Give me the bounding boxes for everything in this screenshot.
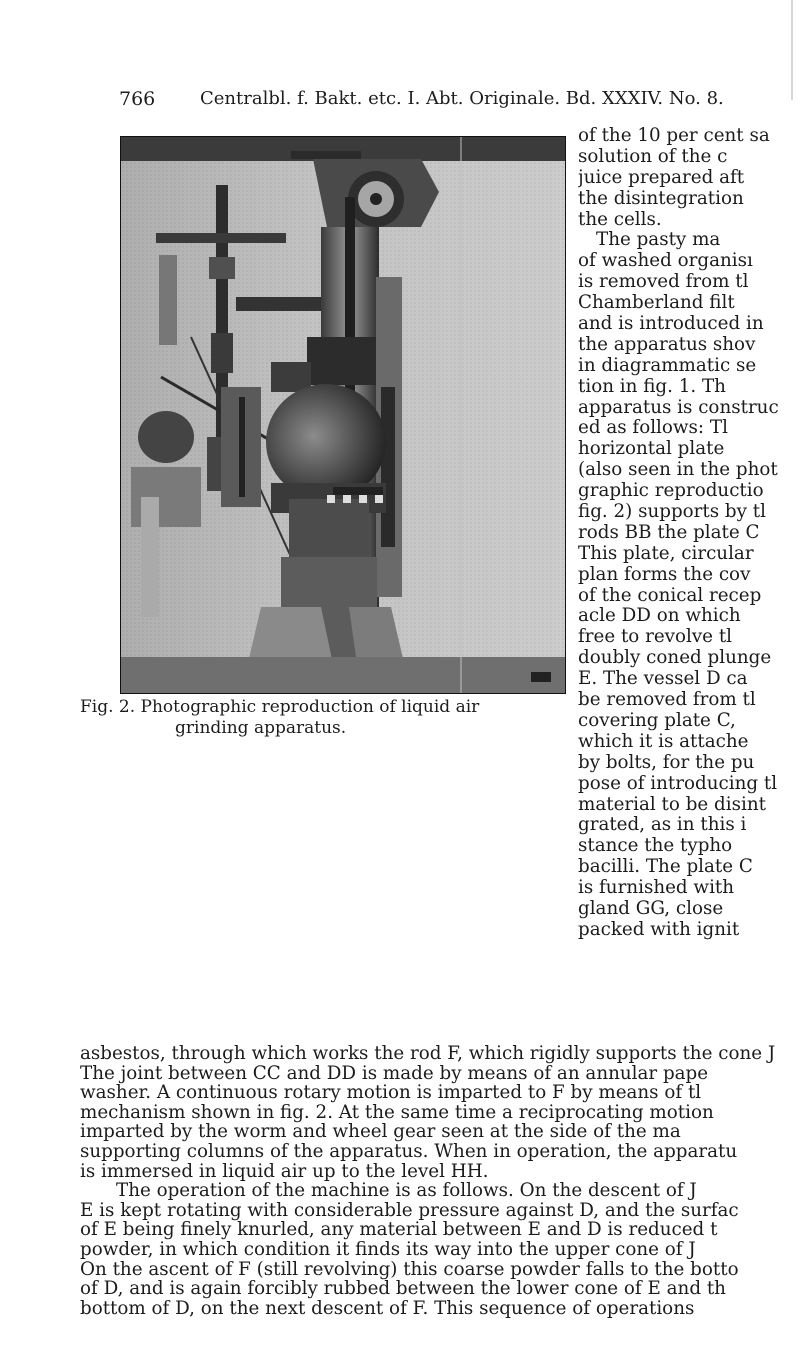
text-line: rods BB the plate C (578, 521, 760, 543)
apparatus-photograph (120, 136, 566, 694)
text-line: powder, in which condition it finds its way into the upper cone of J (80, 1238, 696, 1260)
text-line: tion in fig. 1. Th (578, 375, 726, 397)
text-line: of the conical recep (578, 584, 762, 606)
text-line: doubly coned plunge (578, 647, 772, 669)
text-line: the disintegration (578, 187, 744, 209)
text-line: in diagrammatic se (578, 354, 757, 376)
text-line: graphic reproductio (578, 480, 764, 502)
text-line: is furnished with (578, 877, 735, 899)
caption-line: grinding apparatus. (175, 718, 347, 738)
text-line: solution of the c (578, 145, 728, 167)
text-line: is immersed in liquid air up to the level HH. (80, 1160, 489, 1182)
text-line: The pasty ma (596, 229, 721, 251)
text-line: the apparatus shov (578, 333, 756, 355)
figure-caption (80, 697, 588, 739)
text-line: the cells. (578, 208, 662, 230)
text-line: material to be disint (578, 793, 766, 815)
text-line: mechanism shown in fig. 2. At the same time a reciprocating motion (80, 1101, 714, 1123)
text-line: This plate, circular (578, 542, 754, 564)
text-line: stance the typho (578, 835, 733, 857)
text-line: acle DD on which (578, 605, 741, 627)
running-head: Centralbl. f. Bakt. etc. I. Abt. Originale. Bd. XXXIV. No. 8. (200, 88, 724, 109)
caption-line: Fig. 2. Photographic reproduction of liquid air (80, 697, 480, 717)
text-line: The joint between CC and DD is made by means of an annular pape (80, 1062, 709, 1084)
text-line: apparatus is construc (578, 396, 779, 418)
text-line: asbestos, through which works the rod F, which rigidly supports the cone J (80, 1044, 776, 1064)
text-line: be removed from tl (578, 689, 756, 711)
side-column-text (578, 126, 800, 941)
text-line: which it is attache (578, 730, 749, 752)
text-line: The operation of the machine is as follows. On the descent of J (116, 1180, 697, 1202)
text-line: Chamberland filt (578, 292, 735, 314)
text-line: pose of introducing tl (578, 772, 778, 794)
text-line: grated, as in this i (578, 814, 747, 836)
text-line: juice prepared aft (578, 166, 745, 188)
page-number: 766 (119, 88, 156, 110)
text-line: (also seen in the phot (578, 459, 778, 481)
body-text (80, 1044, 800, 1318)
text-line: washer. A continuous rotary motion is imparted to F by means of tl (80, 1082, 702, 1104)
text-line: gland GG, close (578, 897, 724, 919)
text-line: by bolts, for the pu (578, 751, 755, 773)
text-line: bacilli. The plate C (578, 856, 753, 878)
text-line: E is kept rotating with considerable pressure against D, and the surfac (80, 1199, 739, 1221)
text-line: of E being finely knurled, any material between E and D is reduced t (80, 1219, 718, 1241)
text-line: E. The vessel D ca (578, 668, 748, 690)
text-line: ed as follows: Tl (578, 417, 728, 439)
text-line: On the ascent of F (still revolving) this coarse powder falls to the botto (80, 1258, 739, 1280)
text-line: of the 10 per cent sa (578, 126, 770, 146)
text-line: bottom of D, on the next descent of F. This sequence of operations (80, 1297, 695, 1319)
text-line: plan forms the cov (578, 563, 751, 585)
text-line: and is introduced in (578, 313, 764, 335)
text-line: packed with ignit (578, 918, 740, 940)
text-line: of washed organisı (578, 250, 753, 272)
text-line: horizontal plate (578, 438, 725, 460)
page-edge-mark (791, 0, 793, 100)
text-line: imparted by the worm and wheel gear seen at the side of the ma (80, 1121, 681, 1143)
text-line: supporting columns of the apparatus. When in operation, the apparatu (80, 1140, 738, 1162)
text-line: fig. 2) supports by tl (578, 501, 766, 523)
page-header (0, 88, 800, 118)
text-line: covering plate C, (578, 709, 736, 731)
text-line: is removed from tl (578, 271, 749, 293)
text-line: free to revolve tl (578, 626, 733, 648)
text-line: of D, and is again forcibly rubbed between the lower cone of E and th (80, 1278, 726, 1300)
